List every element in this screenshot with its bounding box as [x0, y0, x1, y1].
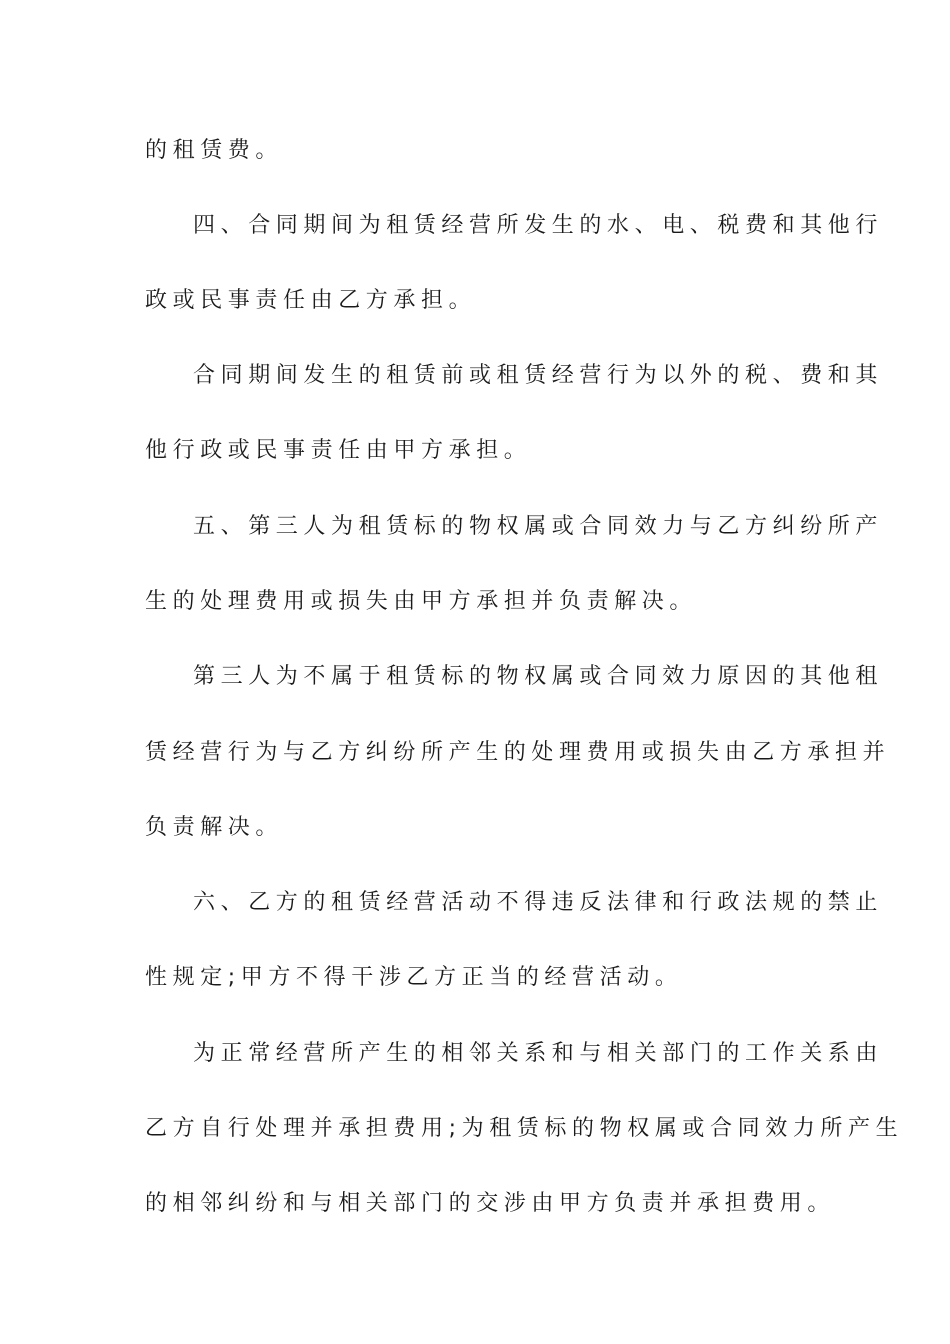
text-line: 生的处理费用或损失由甲方承担并负责解决。 [145, 589, 698, 614]
text-line: 赁经营行为与乙方纠纷所产生的处理费用或损失由乙方承担并 [145, 740, 891, 765]
text-line: 乙方自行处理并承担费用;为租赁标的物权属或合同效力所产生 [145, 1116, 904, 1141]
text-line: 性规定;甲方不得干涉乙方正当的经营活动。 [145, 965, 683, 990]
text-line: 他行政或民事责任由甲方承担。 [145, 438, 532, 463]
text-line: 负责解决。 [145, 815, 284, 840]
text-line: 的相邻纠纷和与相关部门的交涉由甲方负责并承担费用。 [145, 1191, 836, 1216]
clause-four-line: 四、合同期间为租赁经营所发生的水、电、税费和其他行 [193, 213, 884, 238]
text-line: 的租赁费。 [145, 138, 284, 163]
text-line: 为正常经营所产生的相邻关系和与相关部门的工作关系由 [193, 1041, 884, 1066]
text-line: 合同期间发生的租赁前或租赁经营行为以外的税、费和其 [193, 363, 884, 388]
clause-five-line: 五、第三人为租赁标的物权属或合同效力与乙方纠纷所产 [193, 514, 884, 539]
text-line: 政或民事责任由乙方承担。 [145, 288, 477, 313]
text-line: 第三人为不属于租赁标的物权属或合同效力原因的其他租 [193, 664, 884, 689]
clause-six-line: 六、乙方的租赁经营活动不得违反法律和行政法规的禁止 [193, 890, 884, 915]
